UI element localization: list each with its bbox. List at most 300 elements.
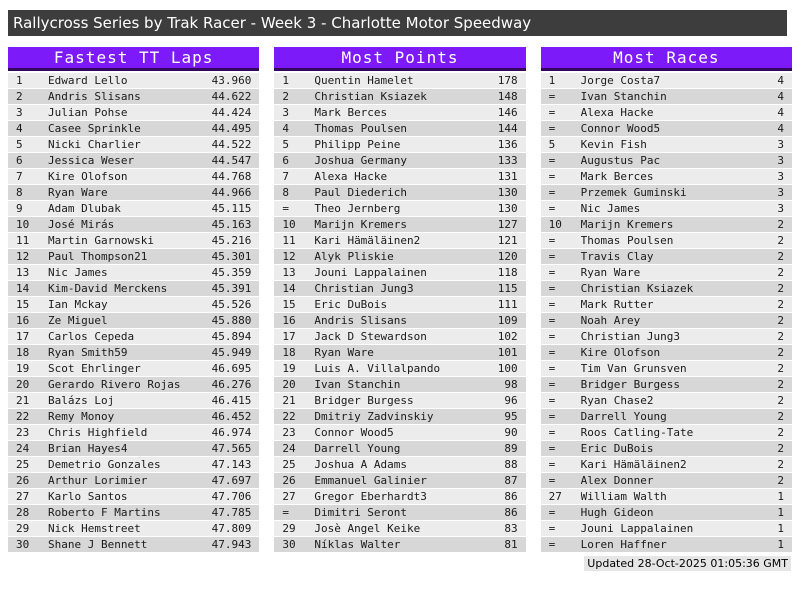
table-row xyxy=(274,473,525,488)
rank-cell: 5 xyxy=(282,138,289,151)
table-row xyxy=(541,137,792,152)
table-row xyxy=(541,521,792,536)
name-cell: Dmitriy Zadvinskiy xyxy=(314,410,434,423)
value-cell: 47.706 xyxy=(211,490,252,503)
name-cell: Ryan Smith59 xyxy=(48,346,128,359)
rank-cell: = xyxy=(548,186,556,199)
table-row xyxy=(274,265,525,280)
value-cell: 46.415 xyxy=(211,394,252,407)
value-cell: 2 xyxy=(777,282,784,295)
value-cell: 127 xyxy=(497,218,518,231)
rank-cell: 23 xyxy=(16,426,30,439)
rank-cell: 26 xyxy=(16,474,30,487)
name-cell: Joshua Germany xyxy=(314,154,408,167)
name-cell: Marijn Kremers xyxy=(580,218,674,231)
rank-cell: 22 xyxy=(282,410,296,423)
table-row xyxy=(541,329,792,344)
table-row xyxy=(8,105,259,120)
rank-cell: 5 xyxy=(548,138,556,151)
name-cell: Dimitri Seront xyxy=(314,506,408,519)
table-row xyxy=(274,505,525,520)
rank-cell: 22 xyxy=(16,410,30,423)
name-cell: Andris Slisans xyxy=(314,314,408,327)
table-row xyxy=(8,153,259,168)
rank-cell: 8 xyxy=(282,186,289,199)
value-cell: 47.809 xyxy=(211,522,252,535)
rank-cell: = xyxy=(548,522,556,535)
table-row xyxy=(274,345,525,360)
name-cell: Bridger Burgess xyxy=(314,394,414,407)
value-cell: 98 xyxy=(504,378,518,391)
value-cell: 130 xyxy=(497,186,518,199)
table-row xyxy=(274,217,525,232)
value-cell: 46.695 xyxy=(211,362,252,375)
value-cell: 146 xyxy=(497,106,518,119)
rank-cell: 7 xyxy=(16,170,23,183)
rank-cell: 27 xyxy=(548,490,562,503)
value-cell: 4 xyxy=(777,74,784,87)
table-row xyxy=(8,521,259,536)
rank-cell: = xyxy=(282,506,289,519)
value-cell: 1 xyxy=(777,506,784,519)
table-row xyxy=(274,185,525,200)
value-cell: 45.163 xyxy=(211,218,252,231)
rank-cell: 25 xyxy=(16,458,30,471)
name-cell: Thomas Poulsen xyxy=(580,234,674,247)
rank-cell: 21 xyxy=(282,394,296,407)
value-cell: 45.301 xyxy=(211,250,252,263)
rank-cell: 9 xyxy=(16,202,23,215)
table-row xyxy=(541,281,792,296)
rank-cell: 3 xyxy=(16,106,23,119)
name-cell: Ryan Ware xyxy=(48,186,108,199)
name-cell: Mark Berces xyxy=(580,170,654,183)
value-cell: 3 xyxy=(777,202,784,215)
rank-cell: 26 xyxy=(282,474,296,487)
name-cell: Scot Ehrlinger xyxy=(48,362,141,375)
table-row xyxy=(541,441,792,456)
value-cell: 100 xyxy=(497,362,518,375)
rank-cell: = xyxy=(548,394,556,407)
rank-cell: 10 xyxy=(282,218,296,231)
rank-cell: 30 xyxy=(282,538,296,551)
name-cell: Gregor Eberhardt3 xyxy=(314,490,427,503)
table-row xyxy=(541,425,792,440)
name-cell: Nic James xyxy=(48,266,108,279)
name-cell: Theo Jernberg xyxy=(314,202,401,215)
name-cell: Luis A. Villalpando xyxy=(314,362,441,375)
table-row xyxy=(274,409,525,424)
value-cell: 2 xyxy=(777,330,784,343)
table-row xyxy=(274,521,525,536)
table-row xyxy=(8,89,259,104)
name-cell: Ryan Chase2 xyxy=(580,394,654,407)
name-cell: Alexa Hacke xyxy=(580,106,654,119)
table-row xyxy=(274,89,525,104)
table-row xyxy=(541,121,792,136)
name-cell: Karlo Santos xyxy=(48,490,128,503)
rank-cell: 1 xyxy=(282,74,289,87)
value-cell: 45.115 xyxy=(211,202,252,215)
value-cell: 44.424 xyxy=(211,106,252,119)
table-row xyxy=(541,185,792,200)
table-row xyxy=(274,201,525,216)
value-cell: 102 xyxy=(497,330,518,343)
table-row xyxy=(541,537,792,552)
table-row xyxy=(8,249,259,264)
rank-cell: = xyxy=(548,90,556,103)
table-row xyxy=(541,265,792,280)
table-row xyxy=(274,313,525,328)
value-cell: 2 xyxy=(777,234,784,247)
value-cell: 43.960 xyxy=(211,74,252,87)
table-row xyxy=(274,137,525,152)
value-cell: 178 xyxy=(497,74,518,87)
rank-cell: 1 xyxy=(16,74,23,87)
name-cell: Christian Ksiazek xyxy=(314,90,427,103)
value-cell: 2 xyxy=(777,218,784,231)
value-cell: 47.143 xyxy=(211,458,252,471)
table-row xyxy=(541,105,792,120)
rank-cell: 5 xyxy=(16,138,23,151)
rank-cell: 6 xyxy=(16,154,23,167)
name-cell: Darrell Young xyxy=(580,410,667,423)
name-cell: Travis Clay xyxy=(580,250,654,263)
name-cell: Kari Hämäläinen2 xyxy=(314,234,421,247)
table-row xyxy=(274,249,525,264)
rank-cell: 1 xyxy=(548,74,556,87)
rank-cell: 17 xyxy=(282,330,296,343)
name-cell: Loren Haffner xyxy=(580,538,667,551)
table-row xyxy=(8,185,259,200)
page-title: Rallycross Series by Trak Racer - Week 3 - Charlotte Motor Speedway xyxy=(8,10,787,36)
name-cell: Eric DuBois xyxy=(314,298,388,311)
value-cell: 3 xyxy=(777,170,784,183)
value-cell: 109 xyxy=(497,314,518,327)
rank-cell: 2 xyxy=(16,90,23,103)
board-title-fastest-tt-laps: Fastest TT Laps xyxy=(8,47,259,71)
rank-cell: = xyxy=(548,266,556,279)
name-cell: Ryan Ware xyxy=(580,266,641,279)
table-row xyxy=(274,457,525,472)
value-cell: 44.547 xyxy=(211,154,252,167)
table-row xyxy=(8,329,259,344)
name-cell: Jessica Weser xyxy=(48,154,135,167)
value-cell: 81 xyxy=(504,538,518,551)
rank-cell: = xyxy=(548,538,556,551)
value-cell: 111 xyxy=(497,298,518,311)
table-row xyxy=(541,457,792,472)
table-row xyxy=(8,169,259,184)
value-cell: 4 xyxy=(777,122,784,135)
name-cell: Josè Angel Keike xyxy=(314,522,421,535)
rank-cell: 24 xyxy=(282,442,296,455)
name-cell: Casee Sprinkle xyxy=(48,122,141,135)
name-cell: Julian Pohse xyxy=(48,106,128,119)
table-row xyxy=(274,537,525,552)
table-row xyxy=(8,441,259,456)
rank-cell: = xyxy=(548,170,556,183)
name-cell: Philipp Peine xyxy=(314,138,401,151)
name-cell: Carlos Cepeda xyxy=(48,330,135,343)
table-row xyxy=(541,313,792,328)
value-cell: 44.622 xyxy=(211,90,252,103)
rank-cell: = xyxy=(548,410,556,423)
value-cell: 130 xyxy=(497,202,518,215)
name-cell: Demetrio Gonzales xyxy=(48,458,161,471)
rank-cell: = xyxy=(548,250,556,263)
value-cell: 2 xyxy=(777,474,784,487)
value-cell: 2 xyxy=(777,442,784,455)
name-cell: Quentin Hamelet xyxy=(314,74,414,87)
rank-cell: 4 xyxy=(16,122,23,135)
table-row xyxy=(8,537,259,552)
table-row xyxy=(541,169,792,184)
name-cell: Darrell Young xyxy=(314,442,401,455)
rank-cell: = xyxy=(548,282,556,295)
name-cell: Nick Hemstreet xyxy=(48,522,141,535)
rank-cell: 27 xyxy=(16,490,30,503)
name-cell: Ze Miguel xyxy=(48,314,108,327)
name-cell: Christian Jung3 xyxy=(580,330,680,343)
rank-cell: 2 xyxy=(282,90,289,103)
table-row xyxy=(274,393,525,408)
value-cell: 1 xyxy=(777,522,784,535)
name-cell: Kari Hämäläinen2 xyxy=(580,458,687,471)
name-cell: Connor Wood5 xyxy=(580,122,661,135)
table-row xyxy=(541,153,792,168)
name-cell: Kire Olofson xyxy=(580,346,661,359)
value-cell: 87 xyxy=(504,474,518,487)
rank-cell: 21 xyxy=(16,394,30,407)
rank-cell: 29 xyxy=(16,522,30,535)
table-row xyxy=(541,89,792,104)
value-cell: 3 xyxy=(777,154,784,167)
table-row xyxy=(8,489,259,504)
value-cell: 45.216 xyxy=(211,234,252,247)
rank-cell: 6 xyxy=(282,154,289,167)
name-cell: Alexa Hacke xyxy=(314,170,388,183)
table-row xyxy=(274,121,525,136)
table-row xyxy=(274,361,525,376)
name-cell: Ian Mckay xyxy=(48,298,108,311)
table-row xyxy=(541,473,792,488)
value-cell: 121 xyxy=(497,234,518,247)
table-row xyxy=(541,361,792,376)
name-cell: Remy Monoy xyxy=(48,410,115,423)
value-cell: 101 xyxy=(497,346,518,359)
value-cell: 47.785 xyxy=(211,506,252,519)
rank-cell: 12 xyxy=(16,250,30,263)
value-cell: 3 xyxy=(777,186,784,199)
name-cell: Mark Berces xyxy=(314,106,388,119)
name-cell: Paul Thompson21 xyxy=(48,250,148,263)
rank-cell: = xyxy=(548,330,556,343)
value-cell: 2 xyxy=(777,314,784,327)
value-cell: 4 xyxy=(777,90,784,103)
table-row xyxy=(274,169,525,184)
name-cell: Adam Dlubak xyxy=(48,202,121,215)
name-cell: Brian Hayes4 xyxy=(48,442,128,455)
table-row xyxy=(274,233,525,248)
name-cell: Mark Rutter xyxy=(580,298,654,311)
table-row xyxy=(8,345,259,360)
rank-cell: = xyxy=(282,202,289,215)
table-row xyxy=(274,425,525,440)
table-row xyxy=(541,393,792,408)
rank-cell: 30 xyxy=(16,538,30,551)
name-cell: Chris Highfield xyxy=(48,426,148,439)
value-cell: 2 xyxy=(777,250,784,263)
name-cell: Przemek Guminski xyxy=(580,186,687,199)
rank-cell: = xyxy=(548,474,556,487)
value-cell: 46.452 xyxy=(211,410,252,423)
rank-cell: 18 xyxy=(16,346,30,359)
value-cell: 136 xyxy=(497,138,518,151)
rank-cell: 27 xyxy=(282,490,296,503)
value-cell: 96 xyxy=(504,394,518,407)
table-row xyxy=(8,473,259,488)
name-cell: Jack D Stewardson xyxy=(314,330,427,343)
value-cell: 45.526 xyxy=(211,298,252,311)
table-row xyxy=(541,201,792,216)
table-row xyxy=(8,121,259,136)
name-cell: Gerardo Rivero Rojas xyxy=(48,378,181,391)
rank-cell: = xyxy=(548,154,556,167)
value-cell: 2 xyxy=(777,410,784,423)
name-cell: Shane J Bennett xyxy=(48,538,148,551)
value-cell: 144 xyxy=(497,122,518,135)
value-cell: 2 xyxy=(777,266,784,279)
board-title-most-points: Most Points xyxy=(274,47,525,71)
board-title-most-races: Most Races xyxy=(541,47,792,71)
rank-cell: = xyxy=(548,458,556,471)
rank-cell: 28 xyxy=(16,506,30,519)
name-cell: Marijn Kremers xyxy=(314,218,408,231)
rank-cell: 13 xyxy=(16,266,30,279)
value-cell: 45.880 xyxy=(211,314,252,327)
name-cell: Andris Slisans xyxy=(48,90,141,103)
rank-cell: 13 xyxy=(282,266,296,279)
rank-cell: = xyxy=(548,362,556,375)
table-row xyxy=(8,409,259,424)
value-cell: 47.943 xyxy=(211,538,252,551)
value-cell: 2 xyxy=(777,378,784,391)
name-cell: William Walth xyxy=(580,490,667,503)
board-most-points xyxy=(274,47,525,553)
value-cell: 115 xyxy=(497,282,518,295)
name-cell: Ivan Stanchin xyxy=(314,378,401,391)
value-cell: 2 xyxy=(777,426,784,439)
table-row xyxy=(541,217,792,232)
table-row xyxy=(541,489,792,504)
rank-cell: 15 xyxy=(282,298,296,311)
name-cell: Níklas Walter xyxy=(314,538,401,551)
rank-cell: = xyxy=(548,234,556,247)
rank-cell: 19 xyxy=(282,362,296,375)
table-row xyxy=(8,505,259,520)
value-cell: 44.522 xyxy=(211,138,252,151)
rank-cell: 16 xyxy=(282,314,296,327)
value-cell: 45.949 xyxy=(211,346,252,359)
table-row xyxy=(541,233,792,248)
table-row xyxy=(541,377,792,392)
value-cell: 118 xyxy=(497,266,518,279)
rank-cell: 24 xyxy=(16,442,30,455)
rank-cell: 14 xyxy=(282,282,296,295)
name-cell: Ryan Ware xyxy=(314,346,374,359)
value-cell: 88 xyxy=(504,458,518,471)
table-row xyxy=(274,281,525,296)
name-cell: Kire Olofson xyxy=(48,170,128,183)
value-cell: 90 xyxy=(504,426,518,439)
table-row xyxy=(541,249,792,264)
rank-cell: 7 xyxy=(282,170,289,183)
value-cell: 86 xyxy=(504,490,518,503)
name-cell: Nicki Charlier xyxy=(48,138,141,151)
value-cell: 46.276 xyxy=(211,378,252,391)
name-cell: Balázs Loj xyxy=(48,394,115,407)
board-fastest-tt-laps xyxy=(8,47,259,553)
value-cell: 2 xyxy=(777,362,784,375)
value-cell: 4 xyxy=(777,106,784,119)
name-cell: Martin Garnowski xyxy=(48,234,154,247)
table-row xyxy=(8,265,259,280)
rank-cell: 10 xyxy=(16,218,30,231)
rank-cell: = xyxy=(548,106,556,119)
table-row xyxy=(541,409,792,424)
name-cell: Eric DuBois xyxy=(580,442,654,455)
value-cell: 148 xyxy=(497,90,518,103)
name-cell: Jouni Lappalainen xyxy=(580,522,694,535)
value-cell: 46.974 xyxy=(211,426,252,439)
name-cell: Paul Diederich xyxy=(314,186,408,199)
rank-cell: = xyxy=(548,346,556,359)
rank-cell: 10 xyxy=(548,218,562,231)
rank-cell: = xyxy=(548,314,556,327)
rank-cell: 20 xyxy=(282,378,296,391)
rank-cell: = xyxy=(548,298,556,311)
table-row xyxy=(8,201,259,216)
value-cell: 1 xyxy=(777,538,784,551)
value-cell: 44.495 xyxy=(211,122,252,135)
rank-cell: 29 xyxy=(282,522,296,535)
table-row xyxy=(8,137,259,152)
value-cell: 95 xyxy=(504,410,518,423)
rank-cell: = xyxy=(548,378,556,391)
name-cell: Noah Arey xyxy=(580,314,641,327)
table-row xyxy=(8,425,259,440)
name-cell: Emmanuel Galinier xyxy=(314,474,427,487)
boards-container xyxy=(8,47,792,553)
name-cell: Alyk Pliskie xyxy=(314,250,394,263)
name-cell: Connor Wood5 xyxy=(314,426,394,439)
value-cell: 44.768 xyxy=(211,170,252,183)
value-cell: 86 xyxy=(504,506,518,519)
rank-cell: 17 xyxy=(16,330,30,343)
rank-cell: 11 xyxy=(16,234,30,247)
value-cell: 83 xyxy=(504,522,518,535)
table-row xyxy=(8,73,259,88)
table-row xyxy=(8,457,259,472)
table-row xyxy=(8,281,259,296)
rank-cell: 23 xyxy=(282,426,296,439)
value-cell: 47.565 xyxy=(211,442,252,455)
value-cell: 45.359 xyxy=(211,266,252,279)
name-cell: Tim Van Grunsven xyxy=(580,362,687,375)
value-cell: 133 xyxy=(497,154,518,167)
rank-cell: 14 xyxy=(16,282,30,295)
